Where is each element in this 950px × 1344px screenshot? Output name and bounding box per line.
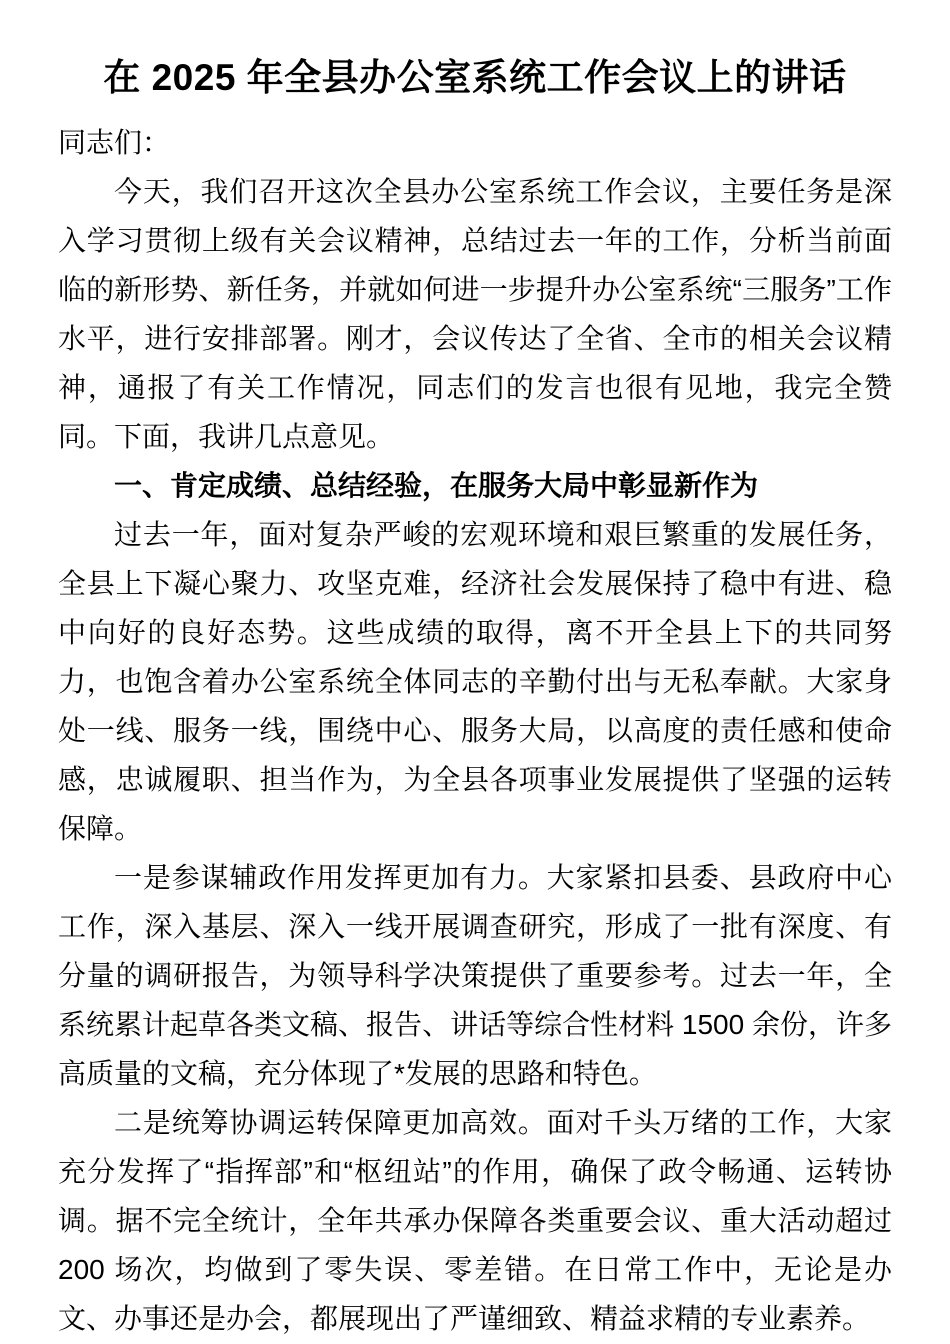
document-body — [58, 118, 892, 1343]
paragraph-point-2: 二是统筹协调运转保障更加高效。面对千头万绪的工作，大家充分发挥了“指挥部”和“枢纽站”的作用，确保了政令畅通、运转协调。据不完全统计，全年共承办保障各类重要会议、重大活动超过 200 场次，均做到了零失误、零差错。在日常工作中，无论是办文、办事还是办会，都展现出了严谨细致、精益求精的专业素养。 — [58, 1107, 892, 1334]
paragraph-intro: 今天，我们召开这次全县办公室系统工作会议，主要任务是深入学习贯彻上级有关会议精神，总结过去一年的工作，分析当前面临的新形势、新任务，并就如何进一步提升办公室系统“三服务”工作水平，进行安排部署。刚才，会议传达了全省、全市的相关会议精神，通报了有关工作情况，同志们的发言也很有见地，我完全赞同。下面，我讲几点意见。 — [58, 176, 892, 452]
salutation: 同志们： — [58, 127, 171, 158]
paragraph-point-1: 一是参谋辅政作用发挥更加有力。大家紧扣县委、县政府中心工作，深入基层、深入一线开展调查研究，形成了一批有深度、有分量的调研报告，为领导科学决策提供了重要参考。过去一年，全系统累计起草各类文稿、报告、讲话等综合性材料 1500 余份，许多高质量的文稿，充分体现了*发展的思路和特色。 — [58, 862, 892, 1089]
document-title: 在 2025 年全县办公室系统工作会议上的讲话 — [103, 57, 847, 98]
section-heading-1: 一、肯定成绩、总结经验，在服务大局中彰显新作为 — [114, 470, 759, 501]
paragraph-overview: 过去一年，面对复杂严峻的宏观环境和艰巨繁重的发展任务，全县上下凝心聚力、攻坚克难，经济社会发展保持了稳中有进、稳中向好的良好态势。这些成绩的取得，离不开全县上下的共同努力，也饱含着办公室系统全体同志的辛勤付出与无私奉献。大家身处一线、服务一线，围绕中心、服务大局，以高度的责任感和使命感，忠诚履职、担当作为，为全县各项事业发展提供了坚强的运转保障。 — [58, 519, 892, 844]
